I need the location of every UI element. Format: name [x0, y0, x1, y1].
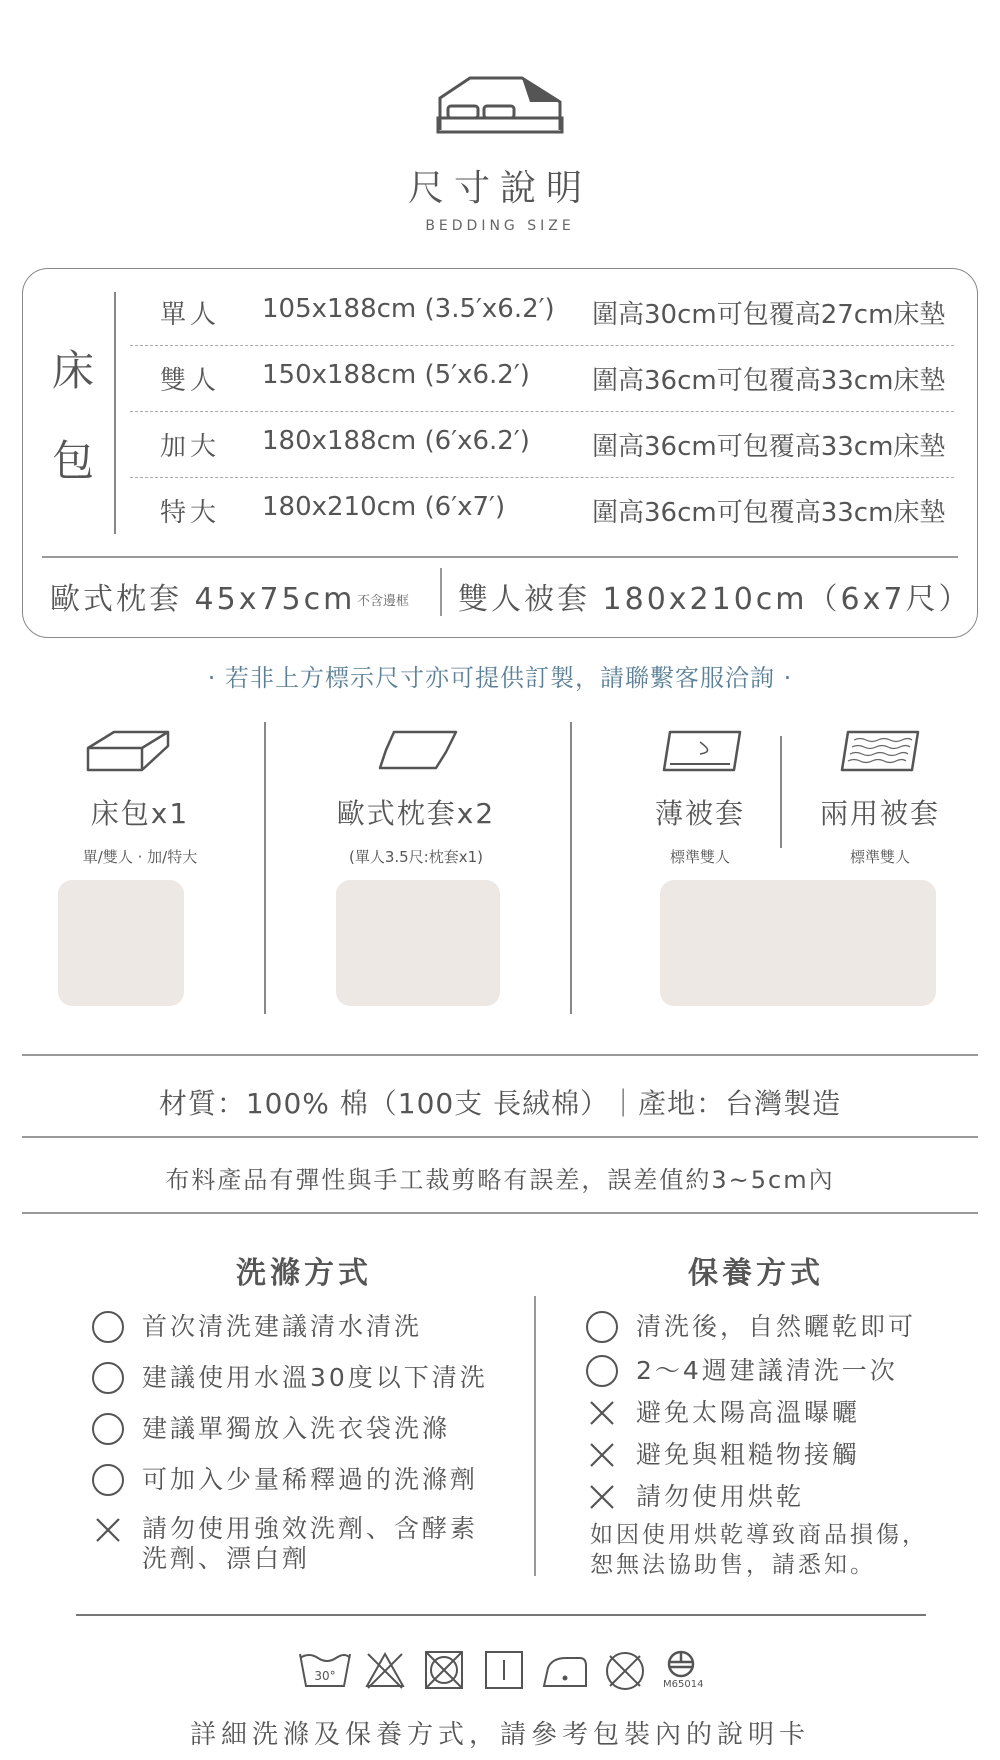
size-box-mid-separator [440, 568, 442, 616]
pillowcase-icon [376, 728, 460, 772]
care-item: 避免太陽高溫曝曬 [636, 1398, 861, 1427]
ok-circle-icon [586, 1311, 618, 1343]
size-note: 圍高30cm可包覆高27cm床墊 [592, 300, 946, 330]
duvet-divider [780, 736, 782, 848]
footer-divider [76, 1614, 926, 1616]
bedding-label-top: 床 [52, 346, 95, 395]
care-item: 2～4週建議清洗一次 [636, 1356, 898, 1385]
dual-duvet-icon [838, 728, 922, 774]
size-dims: 180x188cm (6′x6.2′) [262, 426, 530, 456]
size-dims: 180x210cm (6′x7′) [262, 492, 506, 522]
fitted-sheet-icon [84, 728, 172, 774]
dryer-warning-line1: 如因使用烘乾導致商品損傷， [590, 1522, 928, 1548]
page-subtitle: BEDDING SIZE [425, 218, 575, 234]
cross-icon [588, 1483, 620, 1515]
wash-care-divider [534, 1296, 536, 1576]
size-note: 圍高36cm可包覆高33cm床墊 [592, 366, 946, 396]
care-item: 清洗後，自然曬乾即可 [636, 1312, 917, 1341]
size-note: 圍高36cm可包覆高33cm床墊 [592, 432, 946, 462]
tolerance-note: 布料產品有彈性與手工裁剪略有誤差，誤差值約3~5cm內 [165, 1166, 835, 1194]
wash-item-continued: 洗劑、漂白劑 [142, 1544, 311, 1573]
care-item: 避免與粗糙物接觸 [636, 1440, 861, 1469]
product-column-divider [264, 722, 266, 1014]
section-divider [22, 1054, 978, 1056]
footer-note: 詳細洗滌及保養方式，請參考包裝內的說明卡 [189, 1720, 810, 1750]
ok-circle-icon [92, 1413, 124, 1445]
wash-item: 首次清洗建議清水清洗 [142, 1312, 423, 1341]
cross-icon [588, 1399, 620, 1431]
wash-item: 請勿使用強效洗劑、含酵素 [142, 1514, 479, 1543]
size-row [130, 344, 950, 410]
product-sub: 標準雙人 [849, 848, 910, 866]
ok-circle-icon [92, 1464, 124, 1496]
bedding-divider [114, 292, 116, 534]
care-item: 請勿使用烘乾 [636, 1482, 805, 1511]
product-swatch [660, 880, 936, 1006]
no-tumble-dry-icon [424, 1650, 464, 1690]
size-name: 雙人 [160, 366, 221, 396]
thin-duvet-icon [660, 728, 744, 774]
iron-low-icon [540, 1652, 590, 1690]
size-box-divider [42, 556, 958, 558]
size-name: 加大 [160, 432, 221, 462]
product-name: 兩用被套 [819, 797, 940, 830]
wash-item: 可加入少量稀釋過的洗滌劑 [142, 1465, 479, 1494]
line-dry-icon [484, 1650, 524, 1690]
size-name: 特大 [160, 498, 221, 528]
wash-item: 建議單獨放入洗衣袋洗滌 [142, 1414, 451, 1443]
section-divider [22, 1136, 978, 1138]
material-origin: 材質：100% 棉（100支 長絨棉）｜產地：台灣製造 [158, 1087, 842, 1120]
custom-order-note: · 若非上方標示尺寸亦可提供訂製，請聯繫客服洽詢 · [207, 664, 793, 692]
cross-icon [588, 1441, 620, 1473]
duvet-size: 雙人被套 180x210cm（6x7尺） [458, 582, 972, 617]
wash-30-icon [298, 1650, 352, 1690]
no-dry-clean-icon [604, 1650, 646, 1692]
bedding-label-bottom: 包 [52, 436, 95, 485]
section-divider [22, 1212, 978, 1214]
product-sub: 單/雙人 · 加/特大 [82, 848, 198, 866]
dryer-warning-line2: 恕無法協助售，請悉知。 [590, 1552, 876, 1578]
ok-circle-icon [586, 1355, 618, 1387]
product-name: 薄被套 [654, 797, 745, 830]
svg-text:30°: 30° [314, 1669, 336, 1683]
certification-code: M65014 [663, 1679, 704, 1690]
size-row [130, 476, 950, 542]
product-sub: 標準雙人 [669, 848, 730, 866]
no-bleach-icon [364, 1650, 406, 1690]
size-name: 單人 [160, 300, 221, 330]
pillowcase-size-note: 不含邊框 [357, 594, 410, 609]
product-name: 歐式枕套x2 [336, 797, 496, 830]
ok-circle-icon [92, 1362, 124, 1394]
product-swatch [336, 880, 500, 1006]
size-dims: 150x188cm (5′x6.2′) [262, 360, 530, 390]
wash-item: 建議使用水溫30度以下清洗 [142, 1363, 488, 1392]
product-column-divider [570, 722, 572, 1014]
certification-icon [666, 1650, 696, 1678]
size-note: 圍高36cm可包覆高33cm床墊 [592, 498, 946, 528]
wash-title: 洗滌方式 [236, 1256, 372, 1291]
size-dims: 105x188cm (3.5′x6.2′) [262, 294, 555, 324]
product-sub: (單人3.5尺:枕套x1) [348, 848, 484, 866]
bed-logo-icon [434, 74, 568, 136]
ok-circle-icon [92, 1311, 124, 1343]
product-swatch [58, 880, 184, 1006]
pillowcase-size: 歐式枕套 45x75cm [50, 582, 356, 617]
size-row [130, 410, 950, 476]
product-name: 床包x1 [90, 797, 190, 830]
cross-icon [94, 1516, 126, 1548]
size-row [130, 278, 950, 344]
dryer-warning [590, 1520, 928, 1580]
care-title: 保養方式 [688, 1256, 824, 1291]
page-title: 尺寸說明 [407, 168, 592, 209]
